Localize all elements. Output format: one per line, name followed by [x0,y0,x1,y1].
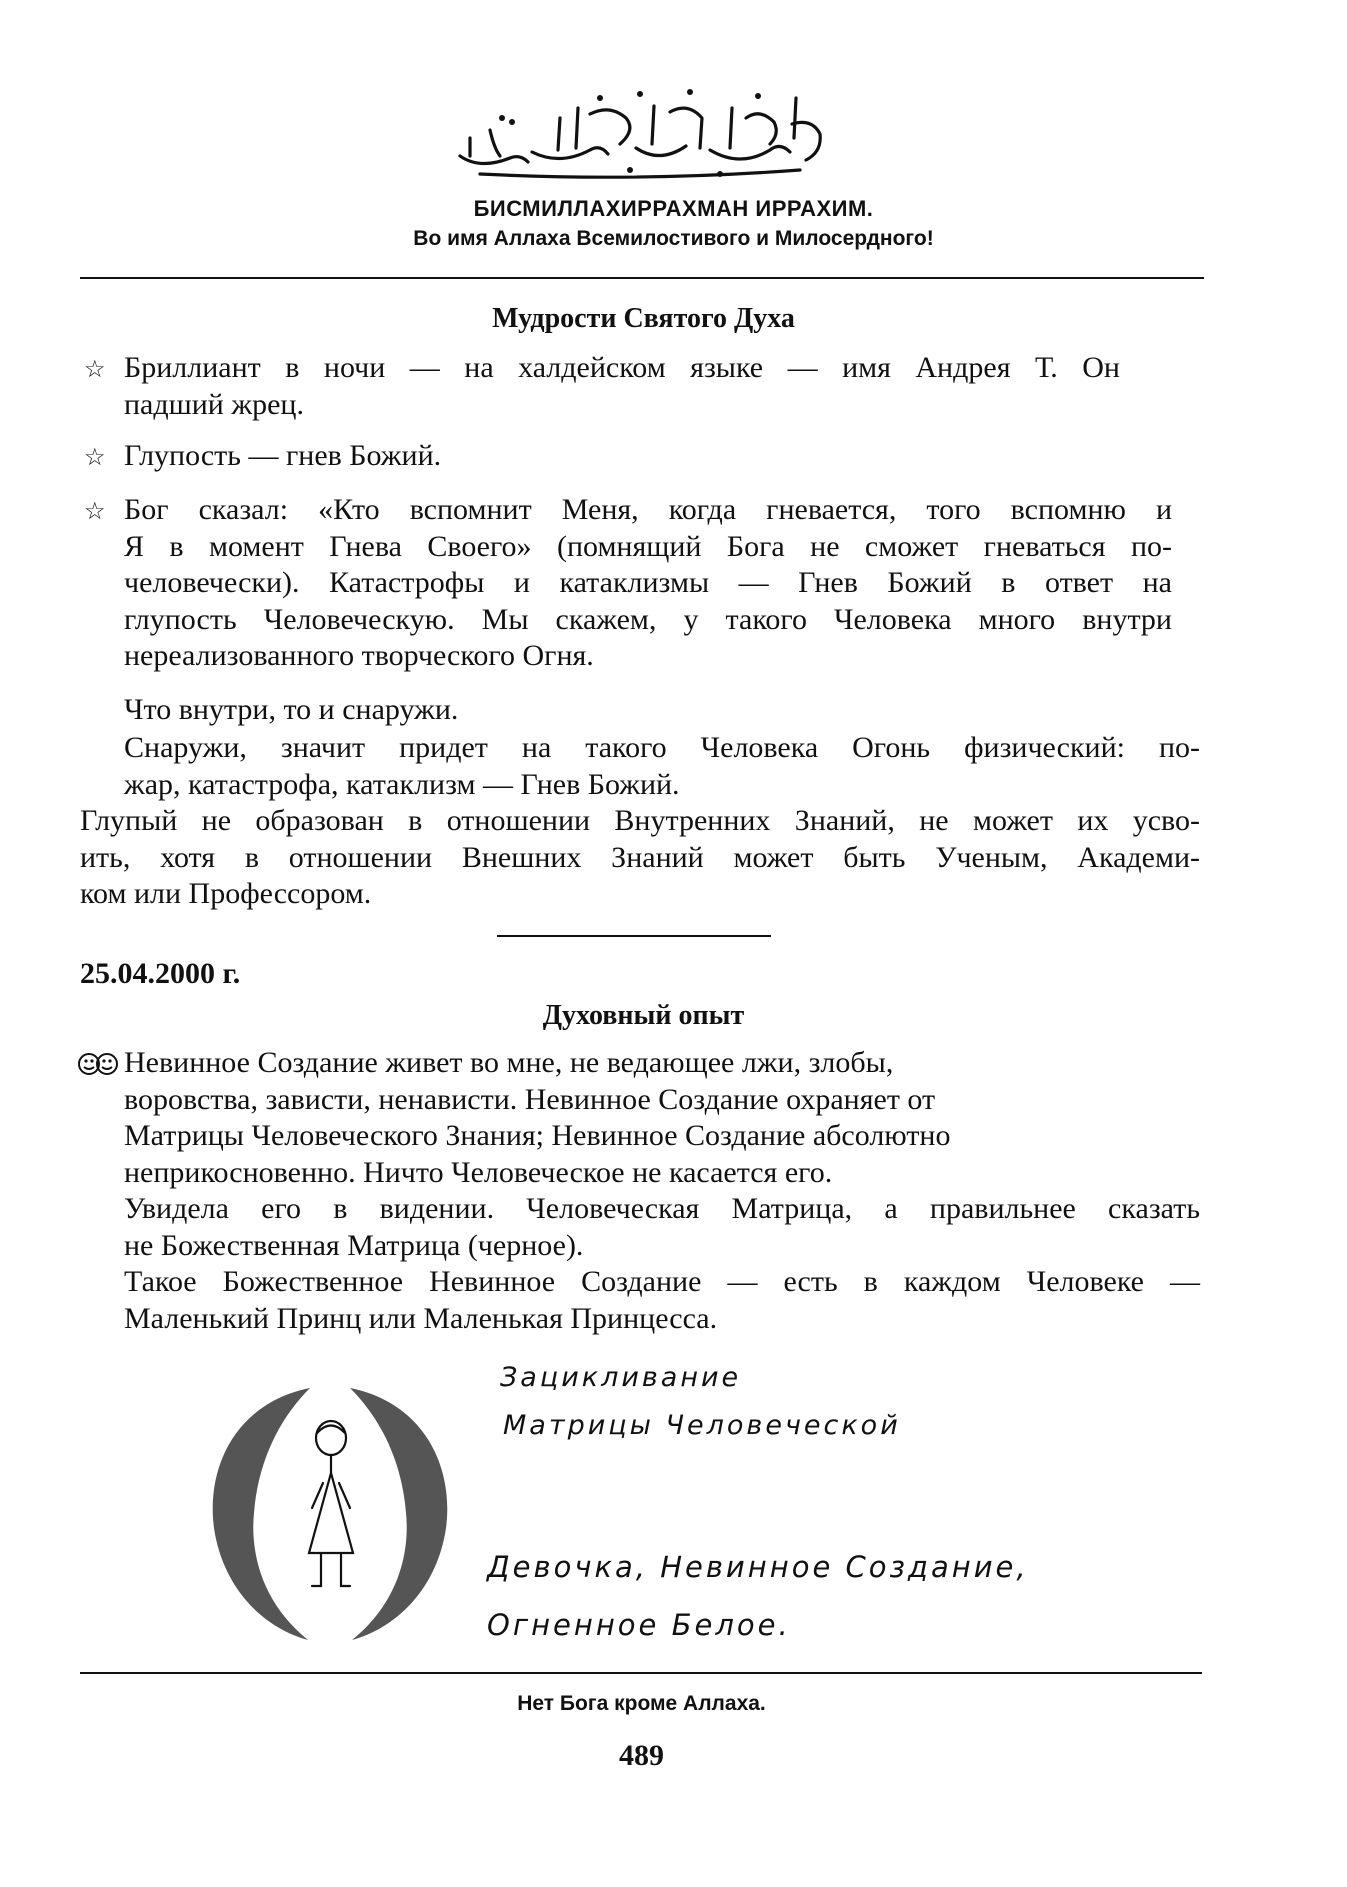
bismillah-calligraphy [440,78,840,188]
experience-paragraph-2 [124,1191,1200,1264]
girl-dress [309,1473,353,1553]
section-heading-wisdom: Мудрости Святого Духа [492,303,795,334]
text-line: Что внутри, то и снаружи. [124,693,459,726]
experience-paragraph-3 [124,1264,1200,1337]
text-line: Я в момент Гнева Своего» (помнящий Бога не сможет гневаться по- [124,529,1172,563]
experience-paragraph-1 [124,1045,1200,1191]
left-crescent [213,1388,310,1640]
text-line: ить, хотя в отношении Внешних Знаний может быть Ученым, Академи- [80,840,1200,874]
text-line: падший жрец. [124,387,304,421]
text-line: человечески). Катастрофы и катаклизмы — Гнев Божий в ответ на [124,566,1172,599]
paragraph-inside-outside [124,692,1200,729]
page-number: 489 [619,1739,664,1772]
text-line: ком или Профессором. [80,877,372,910]
text-line: нереализованного творческого Огня. [124,639,594,672]
text-line: воровства, зависти, ненависти. Невинное Создание охраняет от [124,1082,936,1116]
two-faces-icon [76,1050,120,1078]
star-outline-icon: ☆ [84,445,106,471]
bullet-paragraph-3 [124,492,1172,675]
calligraphy-text: بسم الله الرحمن الرحيم [630,137,650,139]
paragraph-outside-fire [124,730,1200,803]
text-line: Бриллиант в ночи — на халдейском языке — имя Андрея Т. Он [124,351,1120,384]
handwritten-caption-line: Огненное Белое. [487,1608,791,1642]
section-divider [497,935,771,937]
text-line: Глупость — гнев Божий. [124,439,442,472]
paragraph-foolish [80,803,1200,913]
handwritten-note-line: Матрицы Человеческой [503,1410,901,1441]
handwritten-caption-line: Девочка, Невинное Создание, [487,1550,1029,1584]
text-line: Бог сказал: «Кто вспомнит Меня, когда гневается, того вспомню и [124,493,1172,526]
entry-date: 25.04.2000 г. [80,957,241,990]
header-title: БИСМИЛЛАХИРРАХМАН ИРРАХИМ. [473,196,874,221]
footer-text: Нет Бога кроме Аллаха. [517,1692,766,1715]
section-heading-experience: Духовный опыт [542,1000,745,1031]
text-line: Снаружи, значит придет на такого Человека Огонь физический: по- [124,731,1200,764]
text-line: Невинное Создание живет во мне, не ведающее лжи, злобы, [124,1046,894,1079]
bullet-paragraph-2 [124,438,1120,475]
star-outline-icon: ☆ [84,499,106,525]
right-crescent [350,1388,447,1640]
text-line: не Божественная Матрица (черное). [124,1228,584,1262]
text-line: Маленький Принц или Маленькая Принцесса. [124,1301,718,1335]
text-line: Глупый не образован в отношении Внутренних Знаний, не может их усво- [80,804,1200,837]
matrix-drawing [200,1378,460,1648]
text-line: Такое Божественное Невинное Создание — есть в каждом Человеке — [124,1265,1200,1298]
text-line: Увидела его в видении. Человеческая Матрица, а правильнее сказать [124,1192,1200,1225]
star-outline-icon: ☆ [84,357,106,383]
text-line: Матрицы Человеческого Знания; Невинное Создание абсолютно [124,1119,951,1152]
bullet-paragraph-1 [124,350,1120,423]
header-subtitle: Во имя Аллаха Всемилостивого и Милосердного! [413,227,934,250]
text-line: неприкосновенно. Ничто Человеческое не касается его. [124,1155,833,1189]
handwritten-note-line: Зацикливание [500,1362,742,1393]
text-line: глупость Человеческую. Мы скажем, у такого Человека много внутри [124,602,1172,636]
text-line: жар, катастрофа, катаклизм — Гнев Божий. [124,767,680,801]
footer-divider [80,1672,1202,1674]
header-divider [80,277,1204,279]
